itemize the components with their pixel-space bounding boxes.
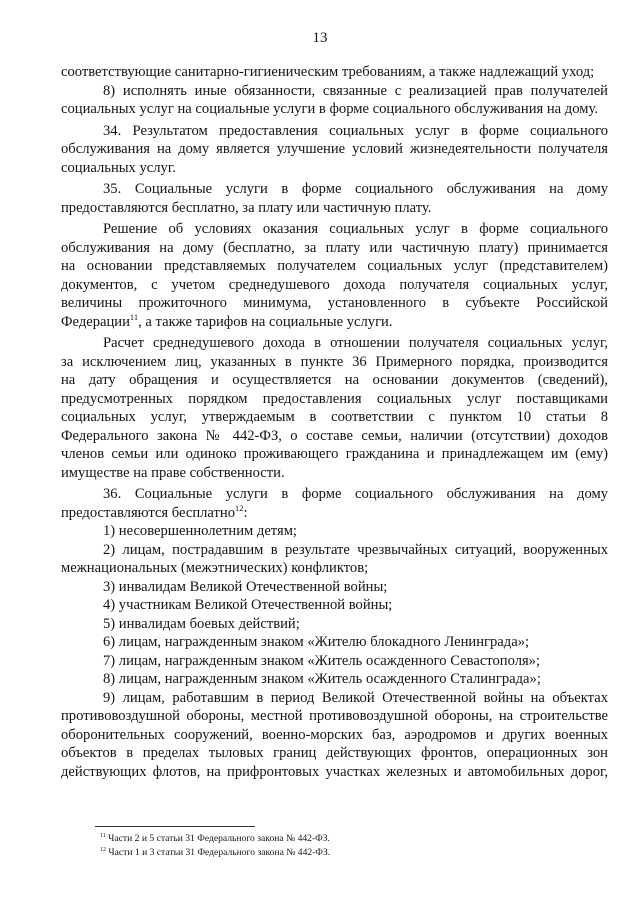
text-line bbox=[61, 220, 608, 239]
footnote-reference: 12 bbox=[235, 502, 244, 513]
text-line-content: оборонительных сооружений, военно-морских баз, аэродромов и других военных bbox=[61, 726, 608, 743]
footnote-text: Части 1 и 3 статьи 31 Федерального закона № 442-ФЗ. bbox=[106, 847, 331, 858]
text-line bbox=[61, 180, 608, 199]
footnote-divider bbox=[95, 826, 255, 827]
footnote bbox=[100, 832, 600, 846]
text-line-content: действующих флотов, на прифронтовых участках железных и автомобильных дорог, bbox=[61, 763, 608, 780]
text-line-content: членов семьи или одиноко проживающего гражданина и принадлежащем им (ему) bbox=[61, 446, 608, 462]
text-line-content: 2) лицам, пострадавшим в результате чрезвычайных ситуаций, вооруженных bbox=[103, 541, 608, 558]
text-line-content: 35. Социальные услуги в форме социального обслуживания на дому bbox=[103, 181, 608, 197]
text-line-content: 8) лицам, награжденным знаком «Житель осажденного Сталинграда»; bbox=[103, 671, 541, 687]
text-line bbox=[61, 578, 608, 597]
text-line bbox=[61, 522, 608, 541]
text-line bbox=[61, 541, 608, 560]
text-line bbox=[61, 670, 608, 689]
text-line bbox=[61, 464, 608, 483]
text-line-content: предоставляются бесплатно bbox=[61, 504, 236, 521]
body-text bbox=[61, 63, 608, 781]
text-line bbox=[61, 313, 608, 332]
text-line-content: предоставляются бесплатно, за плату или частичную плату. bbox=[61, 199, 432, 216]
text-line bbox=[61, 390, 608, 409]
text-line-content: межнациональных (межэтнических) конфликтов; bbox=[61, 560, 369, 576]
footnote bbox=[100, 846, 600, 860]
text-line-content: противовоздушной обороны, местной противовоздушной обороны, на строительстве bbox=[61, 708, 608, 724]
text-line-content: документов, с учетом среднедушевого дохода получателя социальных услуг, bbox=[61, 276, 608, 293]
text-line-content: Федерального закона № 442-ФЗ, о составе семьи, наличии (отсутствии) доходов bbox=[61, 427, 608, 444]
text-line-content: 1) несовершеннолетним детям; bbox=[103, 523, 297, 539]
text-line-content: объектов в пределах тыловых границ действующих фронтов, операционных зон bbox=[61, 745, 608, 761]
footnote-reference: 11 bbox=[129, 311, 139, 322]
text-line bbox=[61, 257, 608, 276]
footnote-mark: 12 bbox=[100, 847, 106, 853]
text-line bbox=[61, 353, 608, 372]
text-line-continuation: , а также тарифов на социальные услуги. bbox=[138, 313, 393, 330]
text-line-content: на дату обращения и осуществляется на основании документов (сведений), bbox=[61, 372, 608, 388]
text-line-content: величины прожиточного минимума, установленного в субъекте Российской bbox=[61, 295, 608, 311]
text-line bbox=[61, 82, 608, 101]
text-line-content: Федерации bbox=[61, 313, 130, 330]
text-line-content: 7) лицам, награжденным знаком «Житель осажденного Севастополя»; bbox=[103, 652, 541, 669]
text-line-content: предусмотренных порядком предоставления социальных услуг поставщиками bbox=[61, 390, 608, 407]
text-line bbox=[61, 294, 608, 313]
text-line bbox=[61, 633, 608, 652]
text-line bbox=[61, 140, 608, 159]
text-line bbox=[61, 334, 608, 353]
text-line bbox=[61, 445, 608, 464]
text-line-content: обслуживания на дому (бесплатно, за плату или частичную плату) принимается bbox=[61, 239, 608, 256]
text-line-content: имуществе на праве собственности. bbox=[61, 464, 285, 481]
text-line-content: на основании представляемых получателем социальных услуг (представителем) bbox=[61, 258, 608, 274]
text-line bbox=[61, 159, 608, 178]
text-line bbox=[61, 485, 608, 504]
text-line-content: за исключением лиц, указанных в пункте 36 Примерного порядка, производится bbox=[61, 353, 608, 370]
text-line bbox=[61, 100, 608, 119]
text-line bbox=[61, 726, 608, 745]
text-line-content: обслуживания на дому является улучшение условий жизнедеятельности получателя bbox=[61, 141, 608, 157]
text-line-content: 34. Результатом предоставления социальных услуг в форме социального bbox=[103, 122, 608, 139]
text-line-content: социальных услуг, утверждаемым в соответствии с пунктом 10 статьи 8 bbox=[61, 409, 608, 425]
text-line-content: 8) исполнять иные обязанности, связанные с реализацией прав получателей bbox=[103, 82, 608, 99]
text-line bbox=[61, 408, 608, 427]
footnote-mark: 11 bbox=[100, 833, 106, 839]
text-line bbox=[61, 689, 608, 708]
text-line bbox=[61, 371, 608, 390]
text-line-content: Расчет среднедушевого дохода в отношении получателя социальных услуг, bbox=[103, 335, 608, 351]
text-line-content: соответствующие санитарно-гигиеническим требованиям, а также надлежащий уход; bbox=[61, 64, 595, 80]
text-line-content: социальных услуг. bbox=[61, 159, 176, 176]
footnote-text: Части 2 и 5 статьи 31 Федерального закона № 442-ФЗ. bbox=[105, 833, 330, 844]
text-line-content: социальных услуг на социальные услуги в форме социального обслуживания на дому. bbox=[61, 101, 598, 117]
text-line-content: 4) участникам Великой Отечественной войны; bbox=[103, 597, 393, 613]
text-line bbox=[61, 504, 608, 523]
text-line bbox=[61, 615, 608, 634]
text-line-content: 6) лицам, награжденным знаком «Жителю блокадного Ленинграда»; bbox=[103, 634, 530, 650]
text-line bbox=[61, 559, 608, 578]
text-line bbox=[61, 652, 608, 671]
text-line-content: 5) инвалидам боевых действий; bbox=[103, 615, 300, 632]
text-line bbox=[61, 63, 608, 82]
text-line-content: 9) лицам, работавшим в период Великой Отечественной войны на объектах bbox=[103, 689, 608, 706]
text-line-content: 3) инвалидам Великой Отечественной войны; bbox=[103, 578, 388, 595]
text-line bbox=[61, 763, 608, 782]
text-line bbox=[61, 239, 608, 258]
text-line-content: Решение об условиях оказания социальных услуг в форме социального bbox=[103, 221, 608, 237]
page-number: 13 bbox=[312, 30, 328, 46]
text-line bbox=[61, 199, 608, 218]
text-line-continuation: : bbox=[243, 504, 248, 521]
text-line bbox=[61, 707, 608, 726]
text-line bbox=[61, 427, 608, 446]
footnotes bbox=[100, 832, 600, 860]
text-line bbox=[61, 744, 608, 763]
text-line bbox=[61, 122, 608, 141]
text-line-content: 36. Социальные услуги в форме социального обслуживания на дому bbox=[103, 486, 608, 502]
text-line bbox=[61, 596, 608, 615]
text-line bbox=[61, 276, 608, 295]
